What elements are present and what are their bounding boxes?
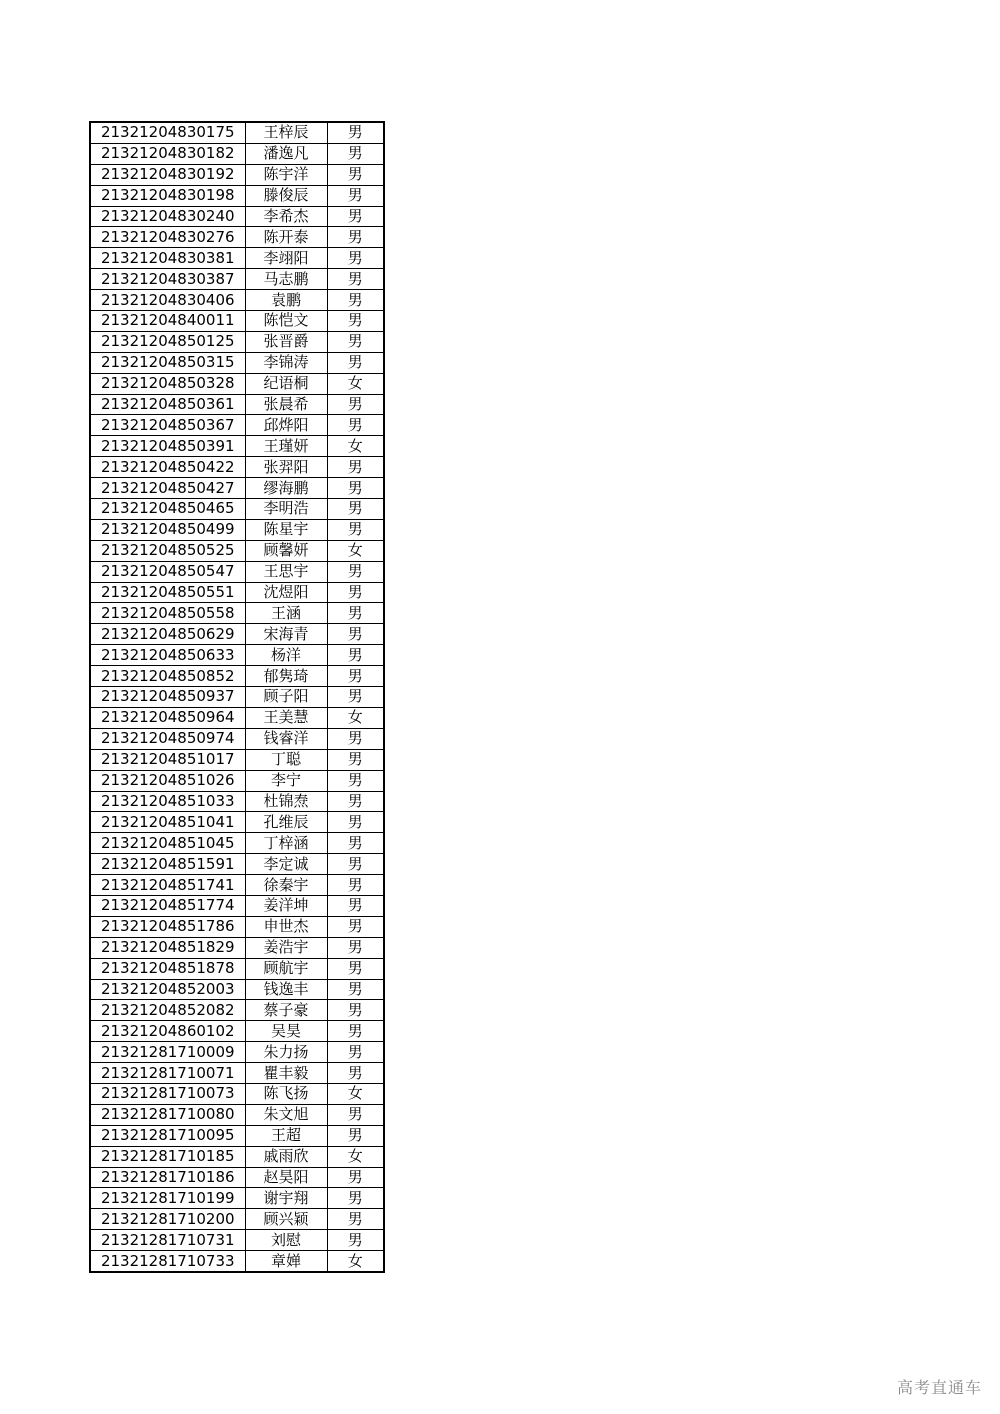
candidate-number-cell: 21321204851033 <box>90 791 245 812</box>
table-row <box>90 373 384 394</box>
student-name-cell: 郁隽琦 <box>245 666 327 687</box>
candidate-number-cell: 21321281710185 <box>90 1146 245 1167</box>
student-name-cell: 陈星宇 <box>245 519 327 540</box>
student-name-cell: 戚雨欣 <box>245 1146 327 1167</box>
candidate-number-cell: 21321204851786 <box>90 916 245 937</box>
table-row <box>90 1188 384 1209</box>
student-name-cell: 吴昊 <box>245 1021 327 1042</box>
gender-cell: 男 <box>327 164 384 185</box>
candidate-number-cell: 21321204850633 <box>90 645 245 666</box>
student-name-cell: 丁聪 <box>245 749 327 770</box>
gender-cell: 男 <box>327 227 384 248</box>
candidate-number-cell: 21321281710071 <box>90 1063 245 1084</box>
student-name-cell: 徐秦宇 <box>245 875 327 896</box>
student-name-cell: 陈恺文 <box>245 311 327 332</box>
gender-cell: 男 <box>327 875 384 896</box>
table-row <box>90 540 384 561</box>
student-name-cell: 王瑾妍 <box>245 436 327 457</box>
candidate-number-cell: 21321204850499 <box>90 519 245 540</box>
table-row <box>90 394 384 415</box>
student-name-cell: 申世杰 <box>245 916 327 937</box>
gender-cell: 男 <box>327 1042 384 1063</box>
candidate-number-cell: 21321204850465 <box>90 499 245 520</box>
gender-cell: 男 <box>327 666 384 687</box>
student-name-cell: 王涵 <box>245 603 327 624</box>
gender-cell: 男 <box>327 645 384 666</box>
candidate-number-cell: 21321204830240 <box>90 206 245 227</box>
candidate-number-cell: 21321204851774 <box>90 895 245 916</box>
student-name-cell: 顾航宇 <box>245 958 327 979</box>
gender-cell: 男 <box>327 269 384 290</box>
student-name-cell: 张晋爵 <box>245 331 327 352</box>
student-name-cell: 王思宇 <box>245 561 327 582</box>
table-row <box>90 457 384 478</box>
table-row <box>90 561 384 582</box>
gender-cell: 男 <box>327 1021 384 1042</box>
candidate-number-cell: 21321204851041 <box>90 812 245 833</box>
student-name-cell: 朱力扬 <box>245 1042 327 1063</box>
student-name-cell: 刘慰 <box>245 1230 327 1251</box>
candidate-number-cell: 21321281710186 <box>90 1167 245 1188</box>
student-name-cell: 钱睿洋 <box>245 728 327 749</box>
table-row <box>90 603 384 624</box>
table-row <box>90 1021 384 1042</box>
gender-cell: 男 <box>327 499 384 520</box>
table-row <box>90 185 384 206</box>
gender-cell: 男 <box>327 143 384 164</box>
student-name-cell: 马志鹏 <box>245 269 327 290</box>
gender-cell: 女 <box>327 436 384 457</box>
table-row <box>90 1209 384 1230</box>
gender-cell: 男 <box>327 1104 384 1125</box>
table-row <box>90 645 384 666</box>
gender-cell: 男 <box>327 331 384 352</box>
gender-cell: 男 <box>327 1209 384 1230</box>
gender-cell: 男 <box>327 457 384 478</box>
student-name-cell: 宋海青 <box>245 624 327 645</box>
candidate-number-cell: 21321281710731 <box>90 1230 245 1251</box>
gender-cell: 女 <box>327 1251 384 1272</box>
gender-cell: 男 <box>327 290 384 311</box>
table-row <box>90 290 384 311</box>
table-row <box>90 707 384 728</box>
table-row <box>90 331 384 352</box>
candidate-number-cell: 21321204850547 <box>90 561 245 582</box>
student-name-cell: 陈开泰 <box>245 227 327 248</box>
student-name-cell: 顾子阳 <box>245 687 327 708</box>
candidate-number-cell: 21321204850937 <box>90 687 245 708</box>
candidate-number-cell: 21321204830381 <box>90 248 245 269</box>
gender-cell: 男 <box>327 561 384 582</box>
candidate-number-cell: 21321204850125 <box>90 331 245 352</box>
candidate-number-cell: 21321204830198 <box>90 185 245 206</box>
candidate-number-cell: 21321204850525 <box>90 540 245 561</box>
candidate-number-cell: 21321204852082 <box>90 1000 245 1021</box>
gender-cell: 男 <box>327 728 384 749</box>
gender-cell: 男 <box>327 916 384 937</box>
student-name-cell: 钱逸丰 <box>245 979 327 1000</box>
candidate-number-cell: 21321204850551 <box>90 582 245 603</box>
gender-cell: 男 <box>327 352 384 373</box>
table-row <box>90 958 384 979</box>
gender-cell: 男 <box>327 854 384 875</box>
table-row <box>90 624 384 645</box>
table-row <box>90 666 384 687</box>
candidate-number-cell: 21321281710200 <box>90 1209 245 1230</box>
candidate-number-cell: 21321204830406 <box>90 290 245 311</box>
watermark-text: 高考直通车 <box>896 1378 982 1397</box>
table-row <box>90 206 384 227</box>
student-name-cell: 姜洋坤 <box>245 895 327 916</box>
student-name-cell: 李定诚 <box>245 854 327 875</box>
candidate-number-cell: 21321204851017 <box>90 749 245 770</box>
table-row <box>90 854 384 875</box>
candidate-number-cell: 21321204850328 <box>90 373 245 394</box>
candidate-number-cell: 21321281710199 <box>90 1188 245 1209</box>
table-row <box>90 1063 384 1084</box>
candidate-number-cell: 21321281710095 <box>90 1125 245 1146</box>
gender-cell: 男 <box>327 833 384 854</box>
table-row <box>90 1251 384 1272</box>
candidate-number-cell: 21321204850422 <box>90 457 245 478</box>
student-name-cell: 张晨希 <box>245 394 327 415</box>
gender-cell: 男 <box>327 1063 384 1084</box>
student-name-cell: 王梓辰 <box>245 122 327 143</box>
student-name-cell: 张羿阳 <box>245 457 327 478</box>
student-roster-table <box>89 121 385 1273</box>
gender-cell: 男 <box>327 603 384 624</box>
student-name-cell: 丁梓涵 <box>245 833 327 854</box>
table-row <box>90 770 384 791</box>
table-row <box>90 436 384 457</box>
student-name-cell: 李锦涛 <box>245 352 327 373</box>
gender-cell: 女 <box>327 1146 384 1167</box>
candidate-number-cell: 21321281710080 <box>90 1104 245 1125</box>
candidate-number-cell: 21321204840011 <box>90 311 245 332</box>
student-name-cell: 顾兴颖 <box>245 1209 327 1230</box>
table-row <box>90 687 384 708</box>
table-row <box>90 1125 384 1146</box>
gender-cell: 男 <box>327 770 384 791</box>
candidate-number-cell: 21321204850391 <box>90 436 245 457</box>
gender-cell: 男 <box>327 206 384 227</box>
student-name-cell: 谢宇翔 <box>245 1188 327 1209</box>
gender-cell: 女 <box>327 707 384 728</box>
candidate-number-cell: 21321281710733 <box>90 1251 245 1272</box>
gender-cell: 男 <box>327 122 384 143</box>
table-row <box>90 248 384 269</box>
table-row <box>90 582 384 603</box>
student-name-cell: 王超 <box>245 1125 327 1146</box>
candidate-number-cell: 21321204851026 <box>90 770 245 791</box>
student-name-cell: 李翊阳 <box>245 248 327 269</box>
gender-cell: 男 <box>327 624 384 645</box>
student-name-cell: 蔡子豪 <box>245 1000 327 1021</box>
gender-cell: 男 <box>327 749 384 770</box>
table-row <box>90 833 384 854</box>
gender-cell: 男 <box>327 1188 384 1209</box>
gender-cell: 男 <box>327 791 384 812</box>
candidate-number-cell: 21321204830182 <box>90 143 245 164</box>
student-name-cell: 潘逸凡 <box>245 143 327 164</box>
table-row <box>90 1230 384 1251</box>
candidate-number-cell: 21321204850974 <box>90 728 245 749</box>
candidate-number-cell: 21321204850964 <box>90 707 245 728</box>
gender-cell: 男 <box>327 1000 384 1021</box>
table-row <box>90 478 384 499</box>
gender-cell: 女 <box>327 540 384 561</box>
student-name-cell: 朱文旭 <box>245 1104 327 1125</box>
candidate-number-cell: 21321204851045 <box>90 833 245 854</box>
gender-cell: 男 <box>327 185 384 206</box>
candidate-number-cell: 21321204852003 <box>90 979 245 1000</box>
candidate-number-cell: 21321204860102 <box>90 1021 245 1042</box>
table-row <box>90 749 384 770</box>
table-row <box>90 875 384 896</box>
candidate-number-cell: 21321204850367 <box>90 415 245 436</box>
gender-cell: 男 <box>327 958 384 979</box>
student-name-cell: 孔维辰 <box>245 812 327 833</box>
table-row <box>90 1146 384 1167</box>
gender-cell: 男 <box>327 1230 384 1251</box>
gender-cell: 男 <box>327 687 384 708</box>
candidate-number-cell: 21321204850315 <box>90 352 245 373</box>
table-row <box>90 519 384 540</box>
table-row <box>90 895 384 916</box>
candidate-number-cell: 21321204851878 <box>90 958 245 979</box>
student-name-cell: 瞿丰毅 <box>245 1063 327 1084</box>
roster-body <box>90 122 384 1272</box>
candidate-number-cell: 21321281710073 <box>90 1083 245 1104</box>
table-row <box>90 728 384 749</box>
table-row <box>90 1083 384 1104</box>
table-row <box>90 164 384 185</box>
gender-cell: 男 <box>327 415 384 436</box>
candidate-number-cell: 21321204850427 <box>90 478 245 499</box>
gender-cell: 男 <box>327 311 384 332</box>
candidate-number-cell: 21321204851829 <box>90 937 245 958</box>
table-row <box>90 937 384 958</box>
student-name-cell: 李明浩 <box>245 499 327 520</box>
candidate-number-cell: 21321204850629 <box>90 624 245 645</box>
gender-cell: 男 <box>327 1167 384 1188</box>
student-name-cell: 沈煜阳 <box>245 582 327 603</box>
table-row <box>90 1104 384 1125</box>
student-name-cell: 李希杰 <box>245 206 327 227</box>
gender-cell: 男 <box>327 895 384 916</box>
candidate-number-cell: 21321204851741 <box>90 875 245 896</box>
gender-cell: 女 <box>327 373 384 394</box>
table-row <box>90 227 384 248</box>
table-row <box>90 415 384 436</box>
candidate-number-cell: 21321204850361 <box>90 394 245 415</box>
table-row <box>90 979 384 1000</box>
student-name-cell: 李宁 <box>245 770 327 791</box>
candidate-number-cell: 21321204830192 <box>90 164 245 185</box>
student-name-cell: 陈飞扬 <box>245 1083 327 1104</box>
student-name-cell: 邱烨阳 <box>245 415 327 436</box>
table-row <box>90 1000 384 1021</box>
student-name-cell: 王美慧 <box>245 707 327 728</box>
gender-cell: 男 <box>327 478 384 499</box>
gender-cell: 男 <box>327 582 384 603</box>
candidate-number-cell: 21321204851591 <box>90 854 245 875</box>
student-name-cell: 章婵 <box>245 1251 327 1272</box>
candidate-number-cell: 21321204830387 <box>90 269 245 290</box>
table-row <box>90 122 384 143</box>
candidate-number-cell: 21321204850558 <box>90 603 245 624</box>
student-name-cell: 姜浩宇 <box>245 937 327 958</box>
student-name-cell: 顾馨妍 <box>245 540 327 561</box>
table-row <box>90 269 384 290</box>
gender-cell: 男 <box>327 979 384 1000</box>
table-row <box>90 791 384 812</box>
gender-cell: 男 <box>327 394 384 415</box>
gender-cell: 女 <box>327 1083 384 1104</box>
student-name-cell: 缪海鹏 <box>245 478 327 499</box>
gender-cell: 男 <box>327 937 384 958</box>
candidate-number-cell: 21321204830276 <box>90 227 245 248</box>
table-row <box>90 311 384 332</box>
candidate-number-cell: 21321281710009 <box>90 1042 245 1063</box>
table-row <box>90 1167 384 1188</box>
student-name-cell: 袁鹏 <box>245 290 327 311</box>
student-name-cell: 杜锦焘 <box>245 791 327 812</box>
gender-cell: 男 <box>327 812 384 833</box>
table-row <box>90 352 384 373</box>
candidate-number-cell: 21321204850852 <box>90 666 245 687</box>
student-name-cell: 杨洋 <box>245 645 327 666</box>
student-name-cell: 赵昊阳 <box>245 1167 327 1188</box>
gender-cell: 男 <box>327 519 384 540</box>
table-row <box>90 143 384 164</box>
student-name-cell: 陈宇洋 <box>245 164 327 185</box>
gender-cell: 男 <box>327 1125 384 1146</box>
table-row <box>90 1042 384 1063</box>
table-row <box>90 499 384 520</box>
table-row <box>90 812 384 833</box>
student-name-cell: 纪语桐 <box>245 373 327 394</box>
student-name-cell: 滕俊辰 <box>245 185 327 206</box>
gender-cell: 男 <box>327 248 384 269</box>
candidate-number-cell: 21321204830175 <box>90 122 245 143</box>
table-row <box>90 916 384 937</box>
